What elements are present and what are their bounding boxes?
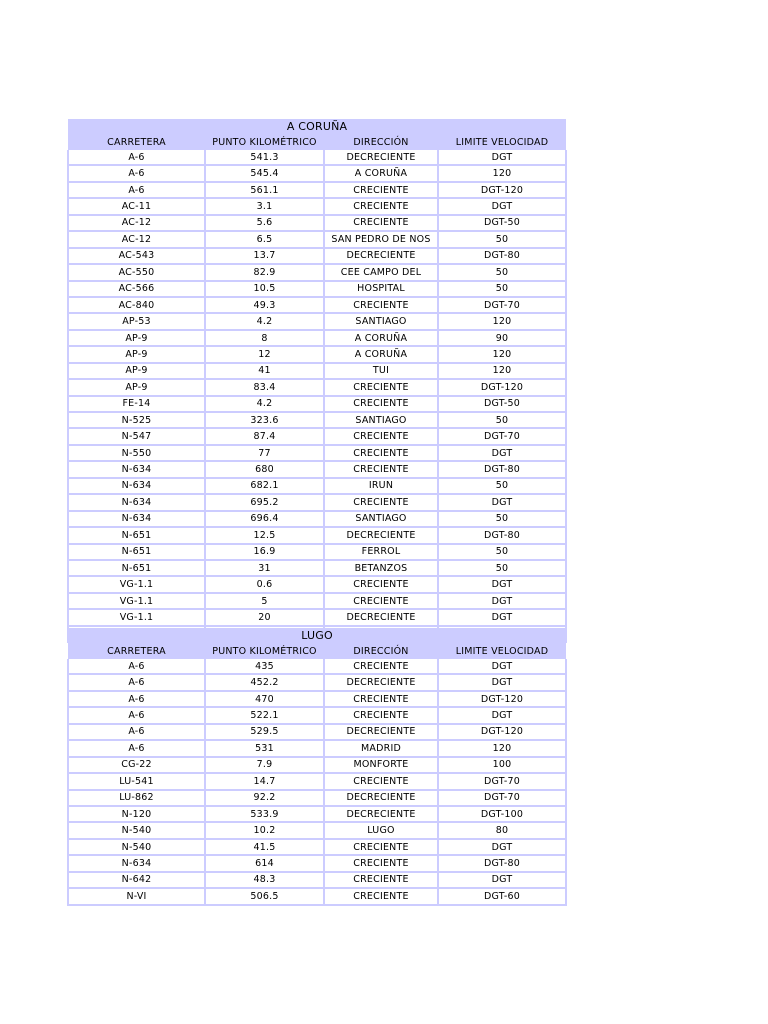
limite-velocidad-cell: DGT-50 (438, 396, 566, 412)
punto-kilometrico-cell: 41 (205, 363, 324, 379)
carretera-cell: N-634 (68, 494, 205, 510)
punto-kilometrico-cell: 0.6 (205, 576, 324, 592)
carretera-cell: N-540 (68, 839, 205, 855)
direccion-cell: LUGO (324, 822, 438, 838)
limite-velocidad-cell: DGT-50 (438, 215, 566, 231)
punto-kilometrico-cell: 87.4 (205, 428, 324, 444)
limite-velocidad-cell: DGT (438, 839, 566, 855)
limite-velocidad-cell: DGT-120 (438, 379, 566, 395)
direccion-cell: CEE CAMPO DEL (324, 264, 438, 280)
table-row (68, 215, 566, 231)
table-row (68, 445, 566, 461)
column-header-carretera: CARRETERA (68, 644, 205, 659)
limite-velocidad-cell: DGT-120 (438, 724, 566, 740)
table-row (68, 248, 566, 264)
direccion-cell: CRECIENTE (324, 379, 438, 395)
column-header-carretera: CARRETERA (68, 135, 205, 150)
limite-velocidad-cell: DGT (438, 659, 566, 674)
punto-kilometrico-cell: 8 (205, 330, 324, 346)
carretera-cell: AC-12 (68, 215, 205, 231)
table-row (68, 264, 566, 280)
punto-kilometrico-cell: 77 (205, 445, 324, 461)
punto-kilometrico-cell: 4.2 (205, 396, 324, 412)
table-row (68, 297, 566, 313)
limite-velocidad-cell: DGT (438, 674, 566, 690)
limite-velocidad-cell: DGT (438, 494, 566, 510)
carretera-cell: A-6 (68, 674, 205, 690)
limite-velocidad-cell: DGT (438, 707, 566, 723)
direccion-cell: BETANZOS (324, 560, 438, 576)
direccion-cell: CRECIENTE (324, 445, 438, 461)
table-row (68, 888, 566, 904)
punto-kilometrico-cell: 696.4 (205, 511, 324, 527)
carretera-cell: A-6 (68, 691, 205, 707)
punto-kilometrico-cell: 6.5 (205, 231, 324, 247)
limite-velocidad-cell: 50 (438, 231, 566, 247)
direccion-cell: DECRECIENTE (324, 790, 438, 806)
carretera-cell: AP-9 (68, 346, 205, 362)
limite-velocidad-cell: DGT-120 (438, 182, 566, 198)
table-row (68, 396, 566, 412)
coruna-table (67, 119, 567, 643)
limite-velocidad-cell: 50 (438, 511, 566, 527)
carretera-cell: A-6 (68, 707, 205, 723)
punto-kilometrico-cell: 16.9 (205, 544, 324, 560)
punto-kilometrico-cell: 682.1 (205, 478, 324, 494)
punto-kilometrico-cell: 5 (205, 593, 324, 609)
table-row (68, 707, 566, 723)
table-row (68, 674, 566, 690)
limite-velocidad-cell: 80 (438, 822, 566, 838)
carretera-cell: N-651 (68, 527, 205, 543)
punto-kilometrico-cell: 7.9 (205, 757, 324, 773)
direccion-cell: CRECIENTE (324, 839, 438, 855)
carretera-cell: AC-12 (68, 231, 205, 247)
table-body (68, 659, 566, 905)
limite-velocidad-cell: 120 (438, 363, 566, 379)
punto-kilometrico-cell: 13.7 (205, 248, 324, 264)
direccion-cell: CRECIENTE (324, 428, 438, 444)
carretera-cell: A-6 (68, 740, 205, 756)
limite-velocidad-cell: 120 (438, 740, 566, 756)
table-row (68, 313, 566, 329)
direccion-cell: A CORUÑA (324, 165, 438, 181)
punto-kilometrico-cell: 3.1 (205, 198, 324, 214)
direccion-cell: SANTIAGO (324, 412, 438, 428)
punto-kilometrico-cell: 48.3 (205, 872, 324, 888)
table-row (68, 560, 566, 576)
carretera-cell: FE-14 (68, 396, 205, 412)
limite-velocidad-cell: 50 (438, 544, 566, 560)
direccion-cell: CRECIENTE (324, 494, 438, 510)
direccion-cell: HOSPITAL (324, 281, 438, 297)
carretera-cell: N-634 (68, 511, 205, 527)
carretera-cell: LU-862 (68, 790, 205, 806)
direccion-cell: DECRECIENTE (324, 248, 438, 264)
direccion-cell: IRUN (324, 478, 438, 494)
punto-kilometrico-cell: 31 (205, 560, 324, 576)
limite-velocidad-cell: 50 (438, 281, 566, 297)
table-row (68, 330, 566, 346)
limite-velocidad-cell: 50 (438, 264, 566, 280)
carretera-cell: N-120 (68, 806, 205, 822)
carretera-cell: AC-11 (68, 198, 205, 214)
column-header-limite-velocidad: LIMITE VELOCIDAD (438, 644, 566, 659)
limite-velocidad-cell: DGT-80 (438, 855, 566, 871)
punto-kilometrico-cell: 4.2 (205, 313, 324, 329)
direccion-cell: DECRECIENTE (324, 724, 438, 740)
table-row (68, 576, 566, 592)
carretera-cell: AP-53 (68, 313, 205, 329)
direccion-cell: CRECIENTE (324, 576, 438, 592)
table-row (68, 773, 566, 789)
limite-velocidad-cell: DGT-70 (438, 428, 566, 444)
carretera-cell: VG-1.1 (68, 576, 205, 592)
punto-kilometrico-cell: 529.5 (205, 724, 324, 740)
table-row (68, 461, 566, 477)
column-header-punto-kilometrico: PUNTO KILOMÉTRICO (205, 644, 324, 659)
punto-kilometrico-cell: 614 (205, 855, 324, 871)
punto-kilometrico-cell: 506.5 (205, 888, 324, 904)
punto-kilometrico-cell: 12 (205, 346, 324, 362)
table-row (68, 527, 566, 543)
carretera-cell: N-634 (68, 461, 205, 477)
direccion-cell: DECRECIENTE (324, 609, 438, 625)
carretera-cell: N-VI (68, 888, 205, 904)
table-title: A CORUÑA (68, 119, 566, 135)
direccion-cell: CRECIENTE (324, 855, 438, 871)
table-row (68, 855, 566, 871)
direccion-cell: CRECIENTE (324, 215, 438, 231)
punto-kilometrico-cell: 541.3 (205, 150, 324, 165)
table-row (68, 363, 566, 379)
column-header-limite-velocidad: LIMITE VELOCIDAD (438, 135, 566, 150)
table-row (68, 659, 566, 674)
direccion-cell: CRECIENTE (324, 872, 438, 888)
limite-velocidad-cell: DGT (438, 609, 566, 625)
limite-velocidad-cell: DGT-120 (438, 691, 566, 707)
carretera-cell: AC-550 (68, 264, 205, 280)
table-row (68, 806, 566, 822)
punto-kilometrico-cell: 435 (205, 659, 324, 674)
punto-kilometrico-cell: 695.2 (205, 494, 324, 510)
limite-velocidad-cell: DGT (438, 198, 566, 214)
limite-velocidad-cell: DGT-70 (438, 790, 566, 806)
punto-kilometrico-cell: 531 (205, 740, 324, 756)
table-row (68, 346, 566, 362)
limite-velocidad-cell: DGT (438, 576, 566, 592)
direccion-cell: CRECIENTE (324, 182, 438, 198)
table-row (68, 428, 566, 444)
table-body (68, 150, 566, 642)
direccion-cell: MADRID (324, 740, 438, 756)
table-row (68, 494, 566, 510)
limite-velocidad-cell: 50 (438, 412, 566, 428)
table-row (68, 757, 566, 773)
carretera-cell: N-550 (68, 445, 205, 461)
punto-kilometrico-cell: 561.1 (205, 182, 324, 198)
carretera-cell: CG-22 (68, 757, 205, 773)
punto-kilometrico-cell: 533.9 (205, 806, 324, 822)
punto-kilometrico-cell: 323.6 (205, 412, 324, 428)
carretera-cell: AC-543 (68, 248, 205, 264)
punto-kilometrico-cell: 12.5 (205, 527, 324, 543)
limite-velocidad-cell: 120 (438, 346, 566, 362)
table-row (68, 182, 566, 198)
punto-kilometrico-cell: 49.3 (205, 297, 324, 313)
direccion-cell: DECRECIENTE (324, 674, 438, 690)
table-row (68, 511, 566, 527)
table-row (68, 872, 566, 888)
punto-kilometrico-cell: 41.5 (205, 839, 324, 855)
carretera-cell: N-651 (68, 544, 205, 560)
direccion-cell: DECRECIENTE (324, 150, 438, 165)
table-row (68, 822, 566, 838)
punto-kilometrico-cell: 522.1 (205, 707, 324, 723)
direccion-cell: CRECIENTE (324, 396, 438, 412)
carretera-cell: A-6 (68, 724, 205, 740)
table-title: LUGO (68, 628, 566, 644)
carretera-cell: N-540 (68, 822, 205, 838)
table-row (68, 165, 566, 181)
limite-velocidad-cell: 120 (438, 165, 566, 181)
limite-velocidad-cell: DGT (438, 445, 566, 461)
table-row (68, 412, 566, 428)
direccion-cell: CRECIENTE (324, 659, 438, 674)
limite-velocidad-cell: DGT-70 (438, 297, 566, 313)
carretera-cell: N-651 (68, 560, 205, 576)
table-row (68, 198, 566, 214)
carretera-cell: LU-541 (68, 773, 205, 789)
direccion-cell: CRECIENTE (324, 707, 438, 723)
punto-kilometrico-cell: 10.5 (205, 281, 324, 297)
direccion-cell: SANTIAGO (324, 511, 438, 527)
carretera-cell: AP-9 (68, 330, 205, 346)
limite-velocidad-cell: DGT-80 (438, 248, 566, 264)
table-row (68, 740, 566, 756)
carretera-cell: A-6 (68, 165, 205, 181)
column-header-direccion: DIRECCIÓN (324, 644, 438, 659)
direccion-cell: DECRECIENTE (324, 806, 438, 822)
carretera-cell: N-634 (68, 478, 205, 494)
table-row (68, 379, 566, 395)
column-header-direccion: DIRECCIÓN (324, 135, 438, 150)
direccion-cell: CRECIENTE (324, 297, 438, 313)
table-row (68, 593, 566, 609)
limite-velocidad-cell: DGT (438, 150, 566, 165)
direccion-cell: DECRECIENTE (324, 527, 438, 543)
direccion-cell: CRECIENTE (324, 773, 438, 789)
table-row (68, 231, 566, 247)
punto-kilometrico-cell: 82.9 (205, 264, 324, 280)
limite-velocidad-cell: 90 (438, 330, 566, 346)
limite-velocidad-cell: 50 (438, 560, 566, 576)
limite-velocidad-cell: 100 (438, 757, 566, 773)
punto-kilometrico-cell: 545.4 (205, 165, 324, 181)
table-row (68, 691, 566, 707)
carretera-cell: A-6 (68, 150, 205, 165)
limite-velocidad-cell: DGT-70 (438, 773, 566, 789)
table-row (68, 724, 566, 740)
direccion-cell: SANTIAGO (324, 313, 438, 329)
punto-kilometrico-cell: 470 (205, 691, 324, 707)
table-row (68, 478, 566, 494)
punto-kilometrico-cell: 10.2 (205, 822, 324, 838)
punto-kilometrico-cell: 83.4 (205, 379, 324, 395)
punto-kilometrico-cell: 20 (205, 609, 324, 625)
limite-velocidad-cell: DGT (438, 593, 566, 609)
column-header-punto-kilometrico: PUNTO KILOMÉTRICO (205, 135, 324, 150)
direccion-cell: TUI (324, 363, 438, 379)
direccion-cell: CRECIENTE (324, 198, 438, 214)
lugo-table (67, 628, 567, 906)
direccion-cell: A CORUÑA (324, 330, 438, 346)
limite-velocidad-cell: DGT (438, 872, 566, 888)
carretera-cell: AC-840 (68, 297, 205, 313)
carretera-cell: AP-9 (68, 379, 205, 395)
direccion-cell: CRECIENTE (324, 461, 438, 477)
direccion-cell: A CORUÑA (324, 346, 438, 362)
table-row (68, 281, 566, 297)
table-row (68, 150, 566, 165)
punto-kilometrico-cell: 5.6 (205, 215, 324, 231)
punto-kilometrico-cell: 680 (205, 461, 324, 477)
direccion-cell: FERROL (324, 544, 438, 560)
carretera-cell: A-6 (68, 182, 205, 198)
limite-velocidad-cell: 50 (438, 478, 566, 494)
punto-kilometrico-cell: 14.7 (205, 773, 324, 789)
carretera-cell: AP-9 (68, 363, 205, 379)
table-row (68, 839, 566, 855)
direccion-cell: CRECIENTE (324, 888, 438, 904)
carretera-cell: N-642 (68, 872, 205, 888)
limite-velocidad-cell: DGT-100 (438, 806, 566, 822)
limite-velocidad-cell: DGT-80 (438, 527, 566, 543)
table-row (68, 544, 566, 560)
carretera-cell: VG-1.1 (68, 609, 205, 625)
limite-velocidad-cell: 120 (438, 313, 566, 329)
direccion-cell: SAN PEDRO DE NOS (324, 231, 438, 247)
direccion-cell: CRECIENTE (324, 593, 438, 609)
carretera-cell: A-6 (68, 659, 205, 674)
punto-kilometrico-cell: 92.2 (205, 790, 324, 806)
table-row (68, 790, 566, 806)
direccion-cell: CRECIENTE (324, 691, 438, 707)
limite-velocidad-cell: DGT-80 (438, 461, 566, 477)
direccion-cell: MONFORTE (324, 757, 438, 773)
limite-velocidad-cell: DGT-60 (438, 888, 566, 904)
carretera-cell: N-547 (68, 428, 205, 444)
carretera-cell: N-525 (68, 412, 205, 428)
carretera-cell: VG-1.1 (68, 593, 205, 609)
carretera-cell: N-634 (68, 855, 205, 871)
punto-kilometrico-cell: 452.2 (205, 674, 324, 690)
carretera-cell: AC-566 (68, 281, 205, 297)
table-row (68, 609, 566, 625)
